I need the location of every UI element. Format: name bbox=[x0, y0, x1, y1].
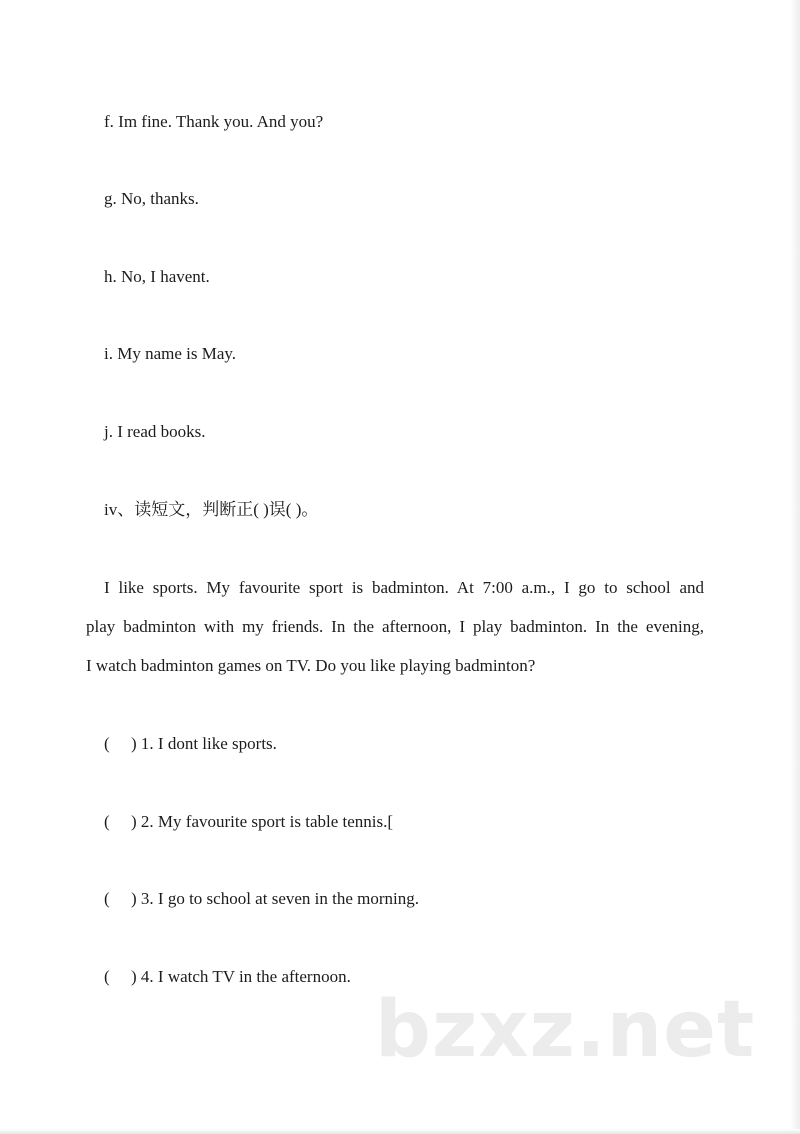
passage-line-1: I like sports. My favourite sport is badminton. At 7:00 a.m., I go to school and bbox=[104, 578, 704, 597]
question-3-paren: ( bbox=[104, 889, 110, 908]
question-2: ) 2. My favourite sport is table tennis.[ bbox=[131, 812, 394, 831]
page-bottom-shadow bbox=[0, 1129, 800, 1134]
watermark: bzxz.net bbox=[375, 985, 756, 1075]
passage-line-3: I watch badminton games on TV. Do you like playing badminton? bbox=[86, 656, 536, 675]
answer-option-h: h. No, I havent. bbox=[104, 267, 210, 286]
question-4: ) 4. I watch TV in the afternoon. bbox=[131, 967, 351, 986]
passage-line-2: play badminton with my friends. In the afternoon, I play badminton. In the evening, bbox=[86, 617, 704, 636]
question-1: ) 1. I dont like sports. bbox=[131, 734, 277, 753]
section-heading: iv、读短文，判断正( )误( )。 bbox=[104, 500, 319, 519]
page-edge-shadow bbox=[790, 0, 800, 1134]
question-3: ) 3. I go to school at seven in the morning. bbox=[131, 889, 420, 908]
answer-option-f: f. Im fine. Thank you. And you? bbox=[104, 112, 324, 131]
question-4-paren: ( bbox=[104, 967, 110, 986]
answer-option-j: j. I read books. bbox=[104, 422, 206, 441]
question-2-paren: ( bbox=[104, 812, 110, 831]
answer-option-i: i. My name is May. bbox=[104, 344, 237, 363]
question-1-paren: ( bbox=[104, 734, 110, 753]
answer-option-g: g. No, thanks. bbox=[104, 189, 199, 208]
